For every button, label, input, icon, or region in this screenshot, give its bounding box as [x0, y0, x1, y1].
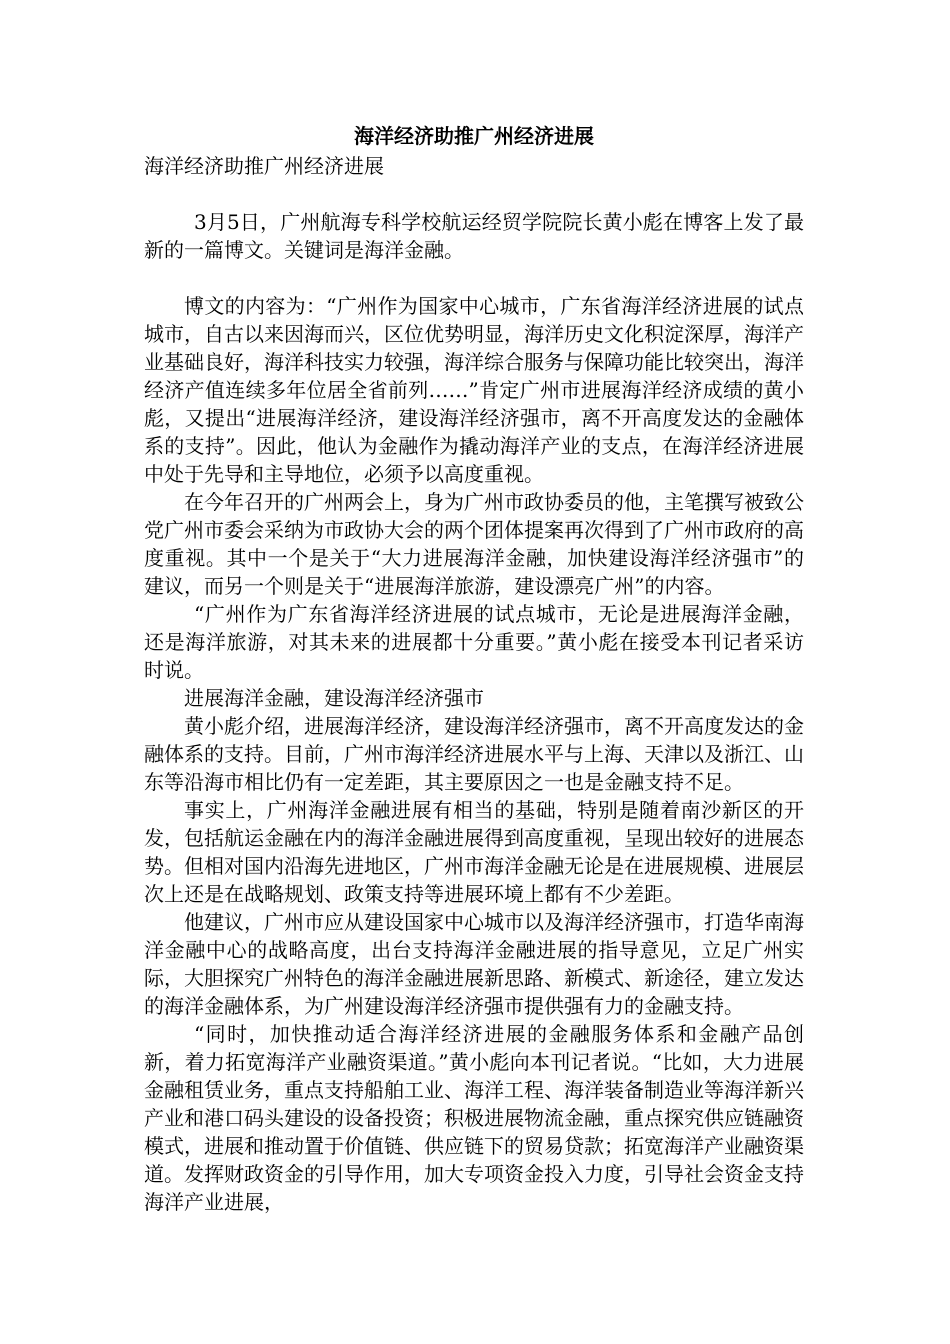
- document-page: [144, 120, 804, 1216]
- paragraph-blog-content: 博文的内容为：“广州作为国家中心城市，广东省海洋经济进展的试点城市，自古以来因海而兴，区位优势明显，海洋历史文化积淀深厚，海洋产业基础良好，海洋科技实力较强，海洋综合服务与保障功能比较突出，海洋经济产值连续多年位居全省前列……”肯定广州市进展海洋经济成绩的黄小彪，又提出“进展海洋经济，建设海洋经济强市，离不开高度发达的金融体系的支持”。因此，他认为金融作为撬动海洋产业的支点，在海洋经济进展中处于先导和主导地位，必须予以高度重视。: [144, 294, 804, 486]
- section-heading-marine-finance: 进展海洋金融，建设海洋经济强市: [184, 686, 484, 710]
- document-subtitle: 海洋经济助推广州经济进展: [144, 154, 384, 178]
- paragraph-financial-innovation: “同时，加快推动适合海洋经济进展的金融服务体系和金融产品创新，着力拓宽海洋产业融资渠道。”黄小彪向本刊记者说。“比如，大力进展金融租赁业务，重点支持船舶工业、海洋工程、海洋装备制造业等海洋新兴产业和港口码头建设的设备投资；积极进展物流金融，重点探究供应链融资模式，进展和推动置于价值链、供应链下的贸易贷款；拓宽海洋产业融资渠道。发挥财政资金的引导作用，加大专项资金投入力度，引导社会资金支持海洋产业进展，: [144, 1022, 804, 1214]
- paragraph-suggestion: 他建议，广州市应从建设国家中心城市以及海洋经济强市，打造华南海洋金融中心的战略高度，出台支持海洋金融进展的指导意见，立足广州实际，大胆探究广州特色的海洋金融进展新思路、新模式、新途径，建立发达的海洋金融体系，为广州建设海洋经济强市提供强有力的金融支持。: [144, 910, 804, 1018]
- paragraph-foundation: 事实上，广州海洋金融进展有相当的基础，特别是随着南沙新区的开发，包括航运金融在内的海洋金融进展得到高度重视，呈现出较好的进展态势。但相对国内沿海先进地区，广州市海洋金融无论是在进展规模、进展层次上还是在战略规划、政策支持等进展环境上都有不少差距。: [144, 798, 804, 906]
- paragraph-introduction-gap: 黄小彪介绍，进展海洋经济，建设海洋经济强市，离不开高度发达的金融体系的支持。目前，广州市海洋经济进展水平与上海、天津以及浙江、山东等沿海市相比仍有一定差距，其主要原因之一也是金融支持不足。: [144, 714, 804, 794]
- paragraph-two-sessions: 在今年召开的广州两会上，身为广州市政协委员的他，主笔撰写被致公党广州市委会采纳为市政协大会的两个团体提案再次得到了广州市政府的高度重视。其中一个是关于“大力进展海洋金融，加快建设海洋经济强市”的建议，而另一个则是关于“进展海洋旅游，建设漂亮广州”的内容。: [144, 490, 804, 598]
- paragraph-quote-pilot-city: “广州作为广东省海洋经济进展的试点城市，无论是进展海洋金融，还是海洋旅游，对其未来的进展都十分重要。”黄小彪在接受本刊记者采访时说。: [144, 602, 804, 682]
- document-title: 海洋经济助推广州经济进展: [354, 124, 594, 148]
- paragraph-intro: 3月5日，广州航海专科学校航运经贸学院院长黄小彪在博客上发了最新的一篇博文。关键词是海洋金融。: [144, 210, 804, 262]
